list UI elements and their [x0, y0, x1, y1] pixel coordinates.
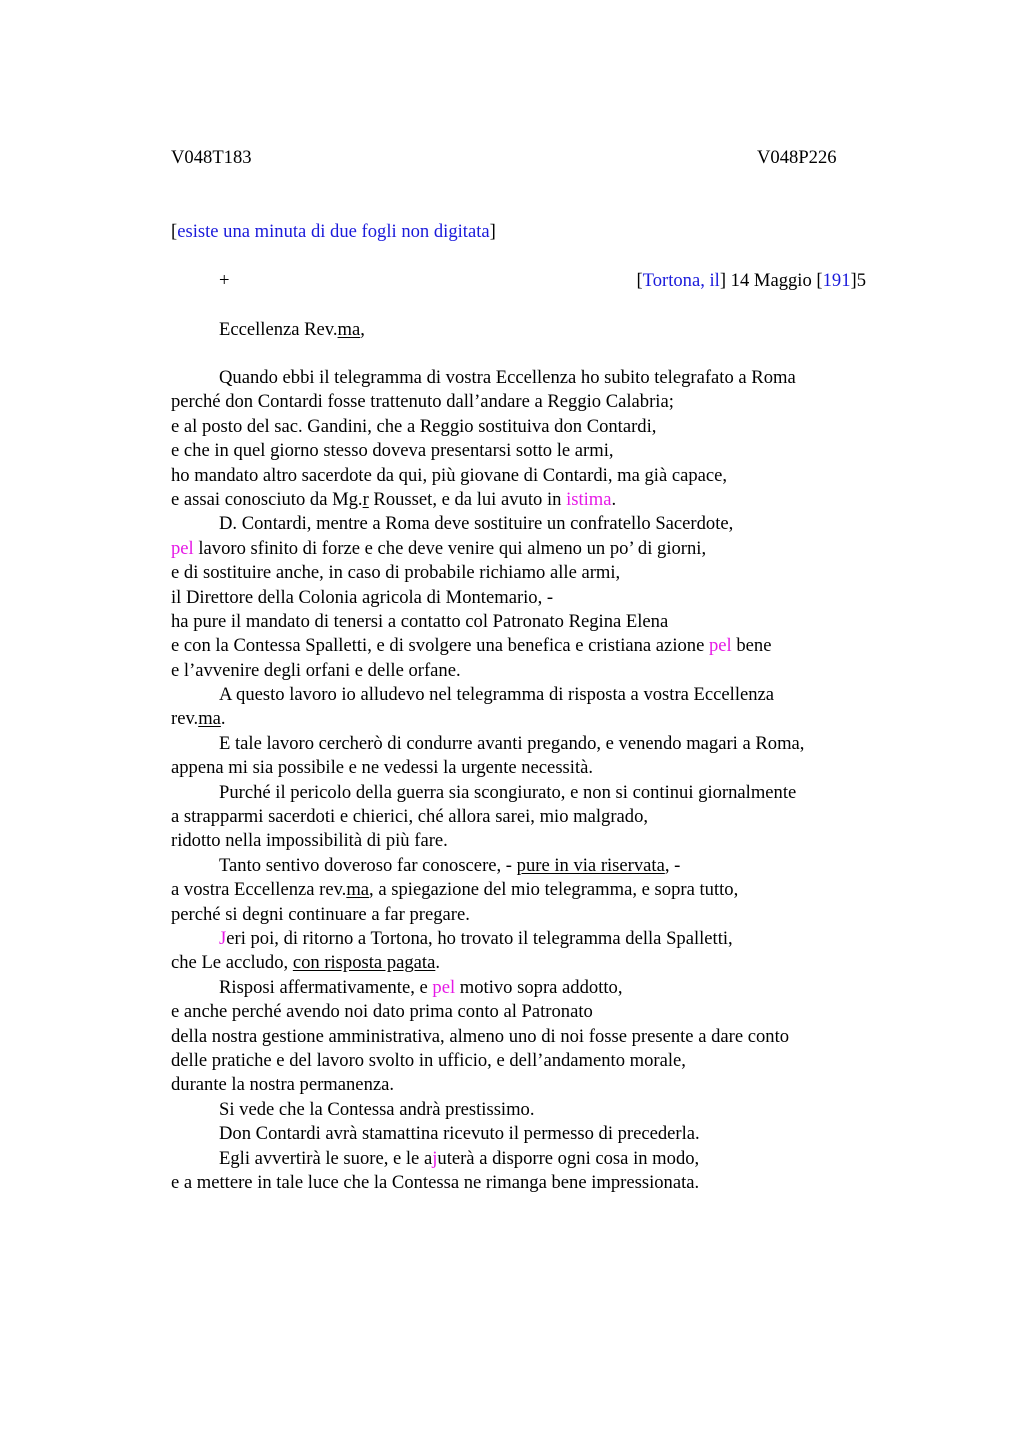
text-line: pel lavoro sfinito di forze e che deve venire qui almeno un po’ di giorni, — [171, 537, 707, 559]
text-line: appena mi sia possibile e ne vedessi la urgente necessità. — [171, 757, 594, 779]
document-code-right: V048P226 — [757, 147, 837, 168]
text-line: Si vede che la Contessa andrà prestissimo. — [219, 1098, 535, 1120]
text-line: A questo lavoro io alludevo nel telegramma di risposta a vostra Eccellenza — [219, 684, 775, 706]
correction-highlight: pel — [708, 635, 732, 657]
text-line: E tale lavoro cercherò di condurre avanti pregando, e venendo magari a Roma, — [219, 732, 805, 754]
text-line: il Direttore della Colonia agricola di Montemario, - — [171, 586, 554, 608]
text-line: ho mandato altro sacerdote da qui, più giovane di Contardi, ma già capace, — [171, 464, 728, 486]
text-line: che Le accludo, con risposta pagata. — [171, 952, 440, 974]
correction-highlight: pel — [432, 976, 456, 998]
text-line: durante la nostra permanenza. — [171, 1074, 395, 1096]
dateline-year-part: 191 — [822, 270, 851, 291]
text-line: e a mettere in tale luce che la Contessa ne rimanga bene impressionata. — [171, 1171, 700, 1193]
dateline: [Tortona, il] 14 Maggio [191]5 — [636, 270, 866, 291]
correction-highlight: j — [432, 1147, 438, 1169]
text-line: e con la Contessa Spalletti, e di svolgere una benefica e cristiana azione pel bene — [171, 635, 772, 657]
text-line: e di sostituire anche, in caso di probabile richiamo alle armi, — [171, 562, 621, 584]
text-line: della nostra gestione amministrativa, almeno uno di noi fosse presente a dare conto — [171, 1025, 790, 1047]
correction-highlight: pel — [171, 537, 194, 559]
text-line: e al posto del sac. Gandini, che a Reggio sostituiva don Contardi, — [171, 415, 657, 437]
dateline-place: Tortona, il — [642, 270, 720, 291]
text-line: e anche perché avendo noi dato prima conto al Patronato — [171, 1001, 593, 1023]
text-line: ridotto nella impossibilità di più fare. — [171, 830, 448, 852]
correction-highlight: J — [219, 927, 227, 949]
text-line: e l’avvenire degli orfani e delle orfane. — [171, 659, 461, 681]
text-line: Don Contardi avrà stamattina ricevuto il permesso di precederla. — [219, 1123, 700, 1145]
text-line: Quando ebbi il telegramma di vostra Eccellenza ho subito telegrafato a Roma — [219, 367, 796, 388]
editorial-note-text: esiste una minuta di due fogli non digitata — [177, 221, 490, 242]
text-line: e assai conosciuto da Mg.r Rousset, e da lui avuto in istima. — [171, 488, 617, 510]
cross-mark: + — [219, 270, 230, 291]
text-line: delle pratiche e del lavoro svolto in ufficio, e dell’andamento morale, — [171, 1049, 686, 1071]
text-line: Risposi affermativamente, e pel motivo sopra addotto, — [219, 976, 623, 998]
editorial-note: [esiste una minuta di due fogli non digitata] — [171, 221, 496, 242]
text-line: Jeri poi, di ritorno a Tortona, ho trovato il telegramma della Spalletti, — [219, 927, 733, 949]
salutation: Eccellenza Rev.ma, — [219, 319, 365, 340]
text-line: a strapparmi sacerdoti e chierici, ché allora sarei, mio malgrado, — [171, 806, 649, 828]
text-line: ha pure il mandato di tenersi a contatto col Patronato Regina Elena — [171, 610, 669, 632]
text-line: D. Contardi, mentre a Roma deve sostituire un confratello Sacerdote, — [219, 513, 734, 535]
text-line: e che in quel giorno stesso doveva presentarsi sotto le armi, — [171, 440, 614, 462]
text-line: perché si degni continuare a far pregare. — [171, 903, 470, 925]
correction-highlight: istima — [566, 488, 612, 510]
document-code-left: V048T183 — [171, 147, 252, 168]
letter-body — [171, 366, 891, 1195]
text-line: Tanto sentivo doveroso far conoscere, - pure in via riservata, - — [219, 854, 681, 876]
text-line: perché don Contardi fosse trattenuto dall’andare a Reggio Calabria; — [171, 391, 674, 413]
text-line: Egli avvertirà le suore, e le ajuterà a disporre ogni cosa in modo, — [219, 1147, 700, 1169]
text-line: rev.ma. — [171, 708, 226, 730]
text-line: Purché il pericolo della guerra sia scongiurato, e non si continui giornalmente — [219, 781, 797, 803]
text-line: a vostra Eccellenza rev.ma, a spiegazione del mio telegramma, e sopra tutto, — [171, 879, 739, 901]
